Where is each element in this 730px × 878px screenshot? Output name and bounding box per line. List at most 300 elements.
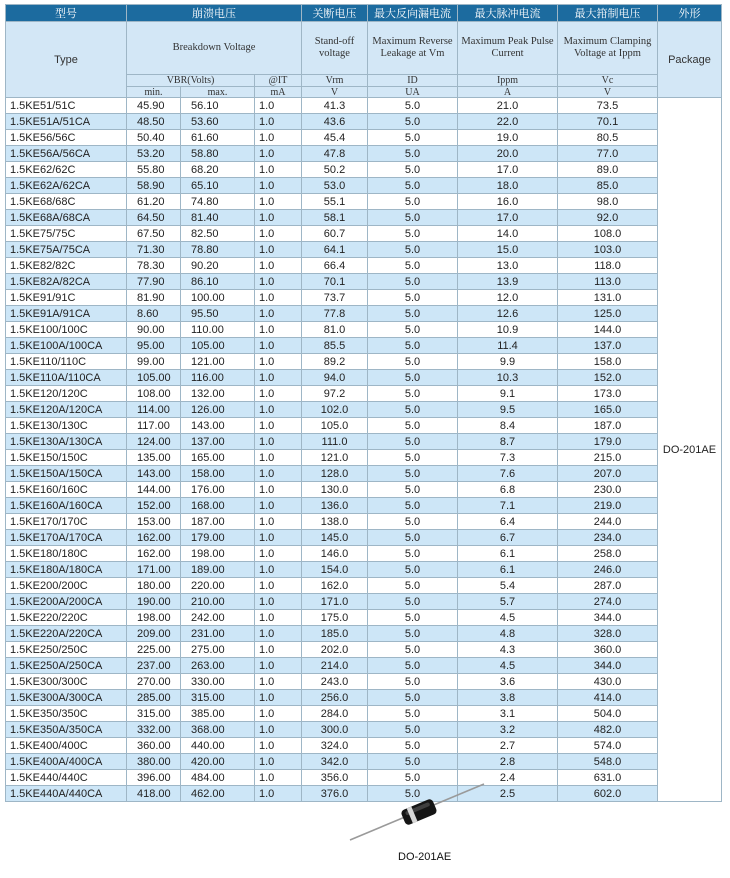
- part-number-cell: 1.5KE75/75C: [6, 226, 127, 242]
- peak-pulse-current-cell: 13.9: [458, 274, 558, 290]
- peak-pulse-current-cell: 10.3: [458, 370, 558, 386]
- standoff-voltage-cell: 66.4: [302, 258, 368, 274]
- reverse-leakage-cell: 5.0: [368, 738, 458, 754]
- part-number-cell: 1.5KE350/350C: [6, 706, 127, 722]
- table-row: [6, 386, 722, 402]
- header-id: ID: [368, 75, 458, 87]
- peak-pulse-current-cell: 5.7: [458, 594, 558, 610]
- vbr-min-cell: 55.80: [127, 162, 181, 178]
- clamping-voltage-cell: 152.0: [558, 370, 658, 386]
- header-pulse: Maximum Peak Pulse Current: [458, 22, 558, 75]
- clamping-voltage-cell: 482.0: [558, 722, 658, 738]
- vbr-max-cell: 82.50: [181, 226, 255, 242]
- vbr-max-cell: 137.00: [181, 434, 255, 450]
- header-unit-ua: UA: [368, 87, 458, 98]
- peak-pulse-current-cell: 8.4: [458, 418, 558, 434]
- header-ippm: Ippm: [458, 75, 558, 87]
- vbr-max-cell: 95.50: [181, 306, 255, 322]
- clamping-voltage-cell: 80.5: [558, 130, 658, 146]
- peak-pulse-current-cell: 4.5: [458, 658, 558, 674]
- peak-pulse-current-cell: 2.4: [458, 770, 558, 786]
- test-current-cell: 1.0: [255, 306, 302, 322]
- table-row: [6, 562, 722, 578]
- table-row: [6, 290, 722, 306]
- header-vbr: VBR(Volts): [127, 75, 255, 87]
- vbr-max-cell: 440.00: [181, 738, 255, 754]
- part-number-cell: 1.5KE100/100C: [6, 322, 127, 338]
- clamping-voltage-cell: 131.0: [558, 290, 658, 306]
- table-row: [6, 690, 722, 706]
- vbr-max-cell: 65.10: [181, 178, 255, 194]
- vbr-min-cell: 153.00: [127, 514, 181, 530]
- vbr-min-cell: 209.00: [127, 626, 181, 642]
- clamping-voltage-cell: 328.0: [558, 626, 658, 642]
- vbr-max-cell: 126.00: [181, 402, 255, 418]
- peak-pulse-current-cell: 16.0: [458, 194, 558, 210]
- test-current-cell: 1.0: [255, 322, 302, 338]
- reverse-leakage-cell: 5.0: [368, 242, 458, 258]
- test-current-cell: 1.0: [255, 482, 302, 498]
- vbr-min-cell: 135.00: [127, 450, 181, 466]
- vbr-max-cell: 121.00: [181, 354, 255, 370]
- vbr-max-cell: 263.00: [181, 658, 255, 674]
- part-number-cell: 1.5KE130A/130CA: [6, 434, 127, 450]
- vbr-max-cell: 165.00: [181, 450, 255, 466]
- reverse-leakage-cell: 5.0: [368, 434, 458, 450]
- part-number-cell: 1.5KE180/180C: [6, 546, 127, 562]
- clamping-voltage-cell: 103.0: [558, 242, 658, 258]
- part-number-cell: 1.5KE51/51C: [6, 98, 127, 114]
- standoff-voltage-cell: 97.2: [302, 386, 368, 402]
- header-zh-standoff: 关断电压: [302, 5, 368, 22]
- part-number-cell: 1.5KE68A/68CA: [6, 210, 127, 226]
- table-row: [6, 754, 722, 770]
- peak-pulse-current-cell: 6.1: [458, 562, 558, 578]
- package-figure-caption: DO-201AE: [398, 851, 452, 863]
- clamping-voltage-cell: 219.0: [558, 498, 658, 514]
- standoff-voltage-cell: 47.8: [302, 146, 368, 162]
- test-current-cell: 1.0: [255, 770, 302, 786]
- part-number-cell: 1.5KE220/220C: [6, 610, 127, 626]
- clamping-voltage-cell: 360.0: [558, 642, 658, 658]
- test-current-cell: 1.0: [255, 146, 302, 162]
- table-row: [6, 338, 722, 354]
- vbr-min-cell: 225.00: [127, 642, 181, 658]
- vbr-min-cell: 180.00: [127, 578, 181, 594]
- standoff-voltage-cell: 145.0: [302, 530, 368, 546]
- peak-pulse-current-cell: 11.4: [458, 338, 558, 354]
- package-cell: DO-201AE: [658, 98, 722, 802]
- vbr-max-cell: 68.20: [181, 162, 255, 178]
- table-row: [6, 514, 722, 530]
- vbr-max-cell: 100.00: [181, 290, 255, 306]
- table-row: [6, 610, 722, 626]
- reverse-leakage-cell: 5.0: [368, 722, 458, 738]
- part-number-cell: 1.5KE110/110C: [6, 354, 127, 370]
- reverse-leakage-cell: 5.0: [368, 626, 458, 642]
- reverse-leakage-cell: 5.0: [368, 194, 458, 210]
- header-breakdown: Breakdown Voltage: [127, 22, 302, 75]
- vbr-max-cell: 61.60: [181, 130, 255, 146]
- reverse-leakage-cell: 5.0: [368, 418, 458, 434]
- part-number-cell: 1.5KE62/62C: [6, 162, 127, 178]
- reverse-leakage-cell: 5.0: [368, 770, 458, 786]
- standoff-voltage-cell: 53.0: [302, 178, 368, 194]
- header-clamp: Maximum Clamping Voltage at Ippm: [558, 22, 658, 75]
- test-current-cell: 1.0: [255, 610, 302, 626]
- vbr-max-cell: 74.80: [181, 194, 255, 210]
- peak-pulse-current-cell: 3.8: [458, 690, 558, 706]
- clamping-voltage-cell: 344.0: [558, 610, 658, 626]
- standoff-voltage-cell: 60.7: [302, 226, 368, 242]
- standoff-voltage-cell: 256.0: [302, 690, 368, 706]
- vbr-max-cell: 176.00: [181, 482, 255, 498]
- peak-pulse-current-cell: 12.6: [458, 306, 558, 322]
- standoff-voltage-cell: 121.0: [302, 450, 368, 466]
- vbr-min-cell: 143.00: [127, 466, 181, 482]
- standoff-voltage-cell: 136.0: [302, 498, 368, 514]
- table-row: [6, 418, 722, 434]
- reverse-leakage-cell: 5.0: [368, 98, 458, 114]
- standoff-voltage-cell: 175.0: [302, 610, 368, 626]
- peak-pulse-current-cell: 18.0: [458, 178, 558, 194]
- peak-pulse-current-cell: 14.0: [458, 226, 558, 242]
- table-row: [6, 530, 722, 546]
- table-row: [6, 210, 722, 226]
- table-row: [6, 194, 722, 210]
- test-current-cell: 1.0: [255, 530, 302, 546]
- peak-pulse-current-cell: 7.1: [458, 498, 558, 514]
- standoff-voltage-cell: 73.7: [302, 290, 368, 306]
- clamping-voltage-cell: 602.0: [558, 786, 658, 802]
- header-zh-type: 型号: [6, 5, 127, 22]
- clamping-voltage-cell: 244.0: [558, 514, 658, 530]
- vbr-max-cell: 220.00: [181, 578, 255, 594]
- standoff-voltage-cell: 45.4: [302, 130, 368, 146]
- part-number-cell: 1.5KE82/82C: [6, 258, 127, 274]
- vbr-min-cell: 108.00: [127, 386, 181, 402]
- standoff-voltage-cell: 64.1: [302, 242, 368, 258]
- header-unit-v: V: [302, 87, 368, 98]
- table-row: [6, 370, 722, 386]
- test-current-cell: 1.0: [255, 754, 302, 770]
- reverse-leakage-cell: 5.0: [368, 338, 458, 354]
- reverse-leakage-cell: 5.0: [368, 674, 458, 690]
- table-row: [6, 354, 722, 370]
- clamping-voltage-cell: 215.0: [558, 450, 658, 466]
- reverse-leakage-cell: 5.0: [368, 306, 458, 322]
- table-row: [6, 98, 722, 114]
- peak-pulse-current-cell: 6.7: [458, 530, 558, 546]
- part-number-cell: 1.5KE91/91C: [6, 290, 127, 306]
- clamping-voltage-cell: 548.0: [558, 754, 658, 770]
- reverse-leakage-cell: 5.0: [368, 594, 458, 610]
- vbr-min-cell: 50.40: [127, 130, 181, 146]
- vbr-max-cell: 420.00: [181, 754, 255, 770]
- standoff-voltage-cell: 43.6: [302, 114, 368, 130]
- standoff-voltage-cell: 185.0: [302, 626, 368, 642]
- peak-pulse-current-cell: 20.0: [458, 146, 558, 162]
- vbr-min-cell: 285.00: [127, 690, 181, 706]
- header-unit-ma: mA: [255, 87, 302, 98]
- header-standoff: Stand-off voltage: [302, 22, 368, 75]
- reverse-leakage-cell: 5.0: [368, 450, 458, 466]
- test-current-cell: 1.0: [255, 178, 302, 194]
- test-current-cell: 1.0: [255, 226, 302, 242]
- standoff-voltage-cell: 111.0: [302, 434, 368, 450]
- header-vrm: Vrm: [302, 75, 368, 87]
- peak-pulse-current-cell: 4.3: [458, 642, 558, 658]
- part-number-cell: 1.5KE62A/62CA: [6, 178, 127, 194]
- clamping-voltage-cell: 113.0: [558, 274, 658, 290]
- peak-pulse-current-cell: 19.0: [458, 130, 558, 146]
- test-current-cell: 1.0: [255, 338, 302, 354]
- vbr-max-cell: 158.00: [181, 466, 255, 482]
- test-current-cell: 1.0: [255, 594, 302, 610]
- reverse-leakage-cell: 5.0: [368, 226, 458, 242]
- vbr-min-cell: 114.00: [127, 402, 181, 418]
- peak-pulse-current-cell: 9.9: [458, 354, 558, 370]
- reverse-leakage-cell: 5.0: [368, 370, 458, 386]
- part-number-cell: 1.5KE200/200C: [6, 578, 127, 594]
- reverse-leakage-cell: 5.0: [368, 354, 458, 370]
- vbr-max-cell: 242.00: [181, 610, 255, 626]
- standoff-voltage-cell: 214.0: [302, 658, 368, 674]
- part-number-cell: 1.5KE250A/250CA: [6, 658, 127, 674]
- vbr-min-cell: 171.00: [127, 562, 181, 578]
- standoff-voltage-cell: 376.0: [302, 786, 368, 802]
- table-row: [6, 242, 722, 258]
- vbr-max-cell: 143.00: [181, 418, 255, 434]
- vbr-min-cell: 105.00: [127, 370, 181, 386]
- vbr-max-cell: 330.00: [181, 674, 255, 690]
- peak-pulse-current-cell: 9.5: [458, 402, 558, 418]
- table-row: [6, 434, 722, 450]
- part-number-cell: 1.5KE440/440C: [6, 770, 127, 786]
- test-current-cell: 1.0: [255, 354, 302, 370]
- test-current-cell: 1.0: [255, 642, 302, 658]
- vbr-max-cell: 78.80: [181, 242, 255, 258]
- vbr-max-cell: 484.00: [181, 770, 255, 786]
- standoff-voltage-cell: 102.0: [302, 402, 368, 418]
- table-row: [6, 226, 722, 242]
- clamping-voltage-cell: 574.0: [558, 738, 658, 754]
- reverse-leakage-cell: 5.0: [368, 658, 458, 674]
- part-number-cell: 1.5KE250/250C: [6, 642, 127, 658]
- header-package: Package: [658, 22, 722, 98]
- test-current-cell: 1.0: [255, 114, 302, 130]
- vbr-min-cell: 396.00: [127, 770, 181, 786]
- vbr-max-cell: 110.00: [181, 322, 255, 338]
- vbr-min-cell: 198.00: [127, 610, 181, 626]
- vbr-max-cell: 385.00: [181, 706, 255, 722]
- standoff-voltage-cell: 130.0: [302, 482, 368, 498]
- part-number-cell: 1.5KE56A/56CA: [6, 146, 127, 162]
- vbr-min-cell: 53.20: [127, 146, 181, 162]
- header-zh-clamp: 最大箝制电压: [558, 5, 658, 22]
- test-current-cell: 1.0: [255, 418, 302, 434]
- reverse-leakage-cell: 5.0: [368, 514, 458, 530]
- vbr-max-cell: 231.00: [181, 626, 255, 642]
- vbr-max-cell: 168.00: [181, 498, 255, 514]
- header-unit-a: A: [458, 87, 558, 98]
- vbr-max-cell: 189.00: [181, 562, 255, 578]
- vbr-min-cell: 144.00: [127, 482, 181, 498]
- diode-package-figure: [348, 782, 488, 844]
- test-current-cell: 1.0: [255, 274, 302, 290]
- vbr-min-cell: 124.00: [127, 434, 181, 450]
- vbr-min-cell: 190.00: [127, 594, 181, 610]
- test-current-cell: 1.0: [255, 290, 302, 306]
- part-number-cell: 1.5KE180A/180CA: [6, 562, 127, 578]
- table-row: [6, 306, 722, 322]
- clamping-voltage-cell: 287.0: [558, 578, 658, 594]
- part-number-cell: 1.5KE130/130C: [6, 418, 127, 434]
- table-row: [6, 626, 722, 642]
- test-current-cell: 1.0: [255, 162, 302, 178]
- clamping-voltage-cell: 165.0: [558, 402, 658, 418]
- table-row: [6, 114, 722, 130]
- clamping-voltage-cell: 258.0: [558, 546, 658, 562]
- diode-body: [400, 798, 438, 826]
- vbr-min-cell: 48.50: [127, 114, 181, 130]
- vbr-max-cell: 275.00: [181, 642, 255, 658]
- reverse-leakage-cell: 5.0: [368, 162, 458, 178]
- part-number-cell: 1.5KE56/56C: [6, 130, 127, 146]
- vbr-min-cell: 332.00: [127, 722, 181, 738]
- part-number-cell: 1.5KE51A/51CA: [6, 114, 127, 130]
- part-number-cell: 1.5KE350A/350CA: [6, 722, 127, 738]
- clamping-voltage-cell: 344.0: [558, 658, 658, 674]
- table-row: [6, 466, 722, 482]
- peak-pulse-current-cell: 2.5: [458, 786, 558, 802]
- part-number-cell: 1.5KE200A/200CA: [6, 594, 127, 610]
- reverse-leakage-cell: 5.0: [368, 386, 458, 402]
- test-current-cell: 1.0: [255, 242, 302, 258]
- standoff-voltage-cell: 300.0: [302, 722, 368, 738]
- clamping-voltage-cell: 85.0: [558, 178, 658, 194]
- header-type: Type: [6, 22, 127, 98]
- peak-pulse-current-cell: 3.6: [458, 674, 558, 690]
- vbr-min-cell: 67.50: [127, 226, 181, 242]
- test-current-cell: 1.0: [255, 546, 302, 562]
- part-number-cell: 1.5KE300A/300CA: [6, 690, 127, 706]
- peak-pulse-current-cell: 6.4: [458, 514, 558, 530]
- clamping-voltage-cell: 98.0: [558, 194, 658, 210]
- table-row: [6, 594, 722, 610]
- header-leakage: Maximum Reverse Leakage at Vm: [368, 22, 458, 75]
- test-current-cell: 1.0: [255, 674, 302, 690]
- test-current-cell: 1.0: [255, 658, 302, 674]
- test-current-cell: 1.0: [255, 258, 302, 274]
- standoff-voltage-cell: 85.5: [302, 338, 368, 354]
- table-row: [6, 482, 722, 498]
- clamping-voltage-cell: 246.0: [558, 562, 658, 578]
- peak-pulse-current-cell: 15.0: [458, 242, 558, 258]
- peak-pulse-current-cell: 12.0: [458, 290, 558, 306]
- reverse-leakage-cell: 5.0: [368, 146, 458, 162]
- standoff-voltage-cell: 41.3: [302, 98, 368, 114]
- peak-pulse-current-cell: 22.0: [458, 114, 558, 130]
- vbr-max-cell: 198.00: [181, 546, 255, 562]
- part-number-cell: 1.5KE160A/160CA: [6, 498, 127, 514]
- standoff-voltage-cell: 77.8: [302, 306, 368, 322]
- clamping-voltage-cell: 504.0: [558, 706, 658, 722]
- vbr-min-cell: 162.00: [127, 546, 181, 562]
- vbr-max-cell: 210.00: [181, 594, 255, 610]
- reverse-leakage-cell: 5.0: [368, 130, 458, 146]
- peak-pulse-current-cell: 10.9: [458, 322, 558, 338]
- vbr-min-cell: 58.90: [127, 178, 181, 194]
- test-current-cell: 1.0: [255, 130, 302, 146]
- peak-pulse-current-cell: 4.8: [458, 626, 558, 642]
- standoff-voltage-cell: 55.1: [302, 194, 368, 210]
- header-zh-pulse: 最大脉冲电流: [458, 5, 558, 22]
- table-row: [6, 146, 722, 162]
- reverse-leakage-cell: 5.0: [368, 402, 458, 418]
- vbr-min-cell: 270.00: [127, 674, 181, 690]
- table-row: [6, 498, 722, 514]
- header-it: @IT: [255, 75, 302, 87]
- part-number-cell: 1.5KE150A/150CA: [6, 466, 127, 482]
- table-row: [6, 130, 722, 146]
- vbr-min-cell: 78.30: [127, 258, 181, 274]
- peak-pulse-current-cell: 5.4: [458, 578, 558, 594]
- vbr-min-cell: 360.00: [127, 738, 181, 754]
- clamping-voltage-cell: 230.0: [558, 482, 658, 498]
- peak-pulse-current-cell: 9.1: [458, 386, 558, 402]
- standoff-voltage-cell: 50.2: [302, 162, 368, 178]
- clamping-voltage-cell: 92.0: [558, 210, 658, 226]
- clamping-voltage-cell: 187.0: [558, 418, 658, 434]
- table-row: [6, 258, 722, 274]
- test-current-cell: 1.0: [255, 210, 302, 226]
- vbr-min-cell: 237.00: [127, 658, 181, 674]
- part-number-cell: 1.5KE110A/110CA: [6, 370, 127, 386]
- vbr-min-cell: 8.60: [127, 306, 181, 322]
- table-row: [6, 578, 722, 594]
- peak-pulse-current-cell: 7.3: [458, 450, 558, 466]
- standoff-voltage-cell: 171.0: [302, 594, 368, 610]
- test-current-cell: 1.0: [255, 402, 302, 418]
- clamping-voltage-cell: 77.0: [558, 146, 658, 162]
- test-current-cell: 1.0: [255, 370, 302, 386]
- table-row: [6, 642, 722, 658]
- clamping-voltage-cell: 73.5: [558, 98, 658, 114]
- part-number-cell: 1.5KE300/300C: [6, 674, 127, 690]
- vbr-min-cell: 45.90: [127, 98, 181, 114]
- vbr-max-cell: 53.60: [181, 114, 255, 130]
- test-current-cell: 1.0: [255, 450, 302, 466]
- test-current-cell: 1.0: [255, 706, 302, 722]
- standoff-voltage-cell: 138.0: [302, 514, 368, 530]
- standoff-voltage-cell: 70.1: [302, 274, 368, 290]
- test-current-cell: 1.0: [255, 98, 302, 114]
- part-number-cell: 1.5KE91A/91CA: [6, 306, 127, 322]
- reverse-leakage-cell: 5.0: [368, 322, 458, 338]
- test-current-cell: 1.0: [255, 690, 302, 706]
- vbr-min-cell: 418.00: [127, 786, 181, 802]
- test-current-cell: 1.0: [255, 498, 302, 514]
- clamping-voltage-cell: 144.0: [558, 322, 658, 338]
- part-number-cell: 1.5KE82A/82CA: [6, 274, 127, 290]
- vbr-max-cell: 462.00: [181, 786, 255, 802]
- part-number-cell: 1.5KE75A/75CA: [6, 242, 127, 258]
- part-number-cell: 1.5KE120A/120CA: [6, 402, 127, 418]
- header-unit-min: min.: [127, 87, 181, 98]
- part-number-cell: 1.5KE400/400C: [6, 738, 127, 754]
- standoff-voltage-cell: 81.0: [302, 322, 368, 338]
